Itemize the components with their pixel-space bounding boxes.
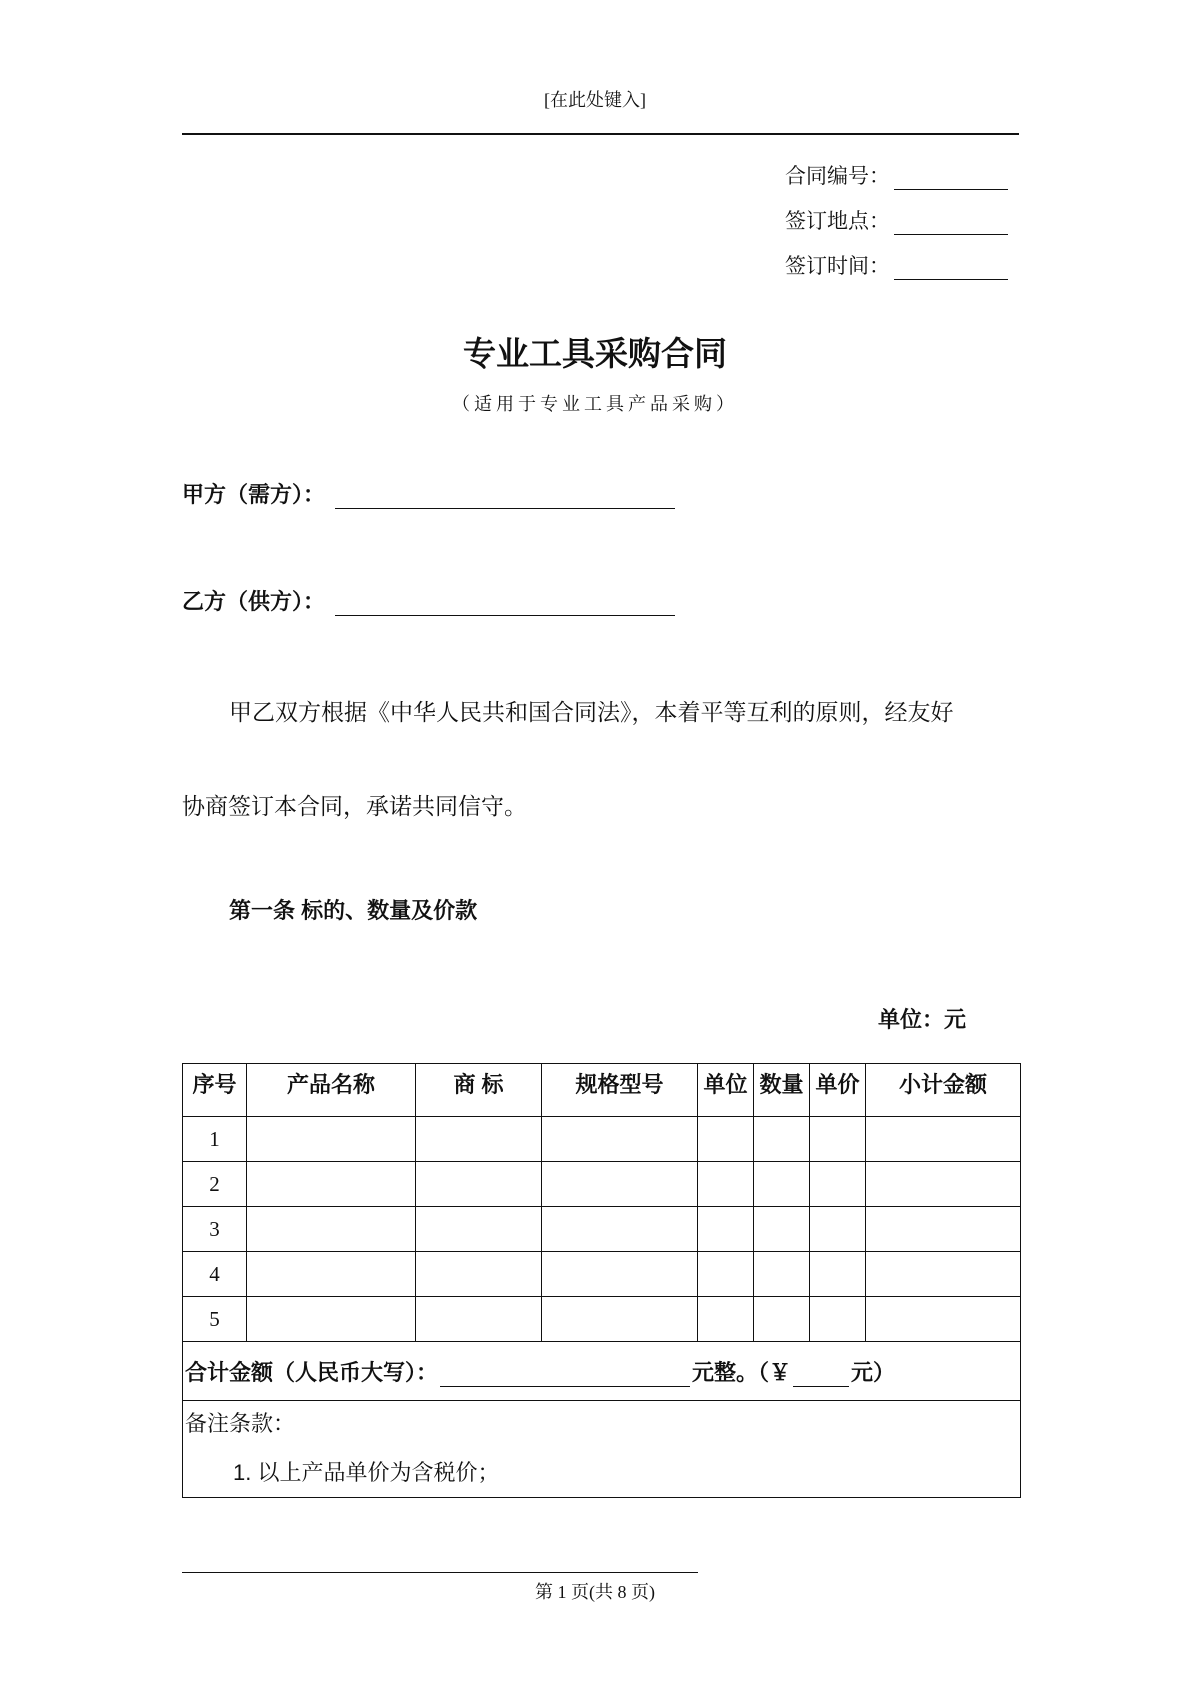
header-index: 序号 [183, 1064, 247, 1117]
contract-number-blank[interactable] [894, 169, 1008, 190]
party-a-label: 甲方（需方）： [182, 482, 326, 507]
items-table [182, 1063, 1021, 1498]
quantity-cell[interactable] [754, 1207, 810, 1252]
subtotal-cell[interactable] [866, 1207, 1021, 1252]
quantity-cell[interactable] [754, 1162, 810, 1207]
brand-cell[interactable] [416, 1162, 542, 1207]
unit-price-cell[interactable] [810, 1252, 866, 1297]
party-b-blank[interactable] [335, 591, 675, 616]
unit-cell[interactable] [698, 1117, 754, 1162]
sign-time-label: 签订时间： [785, 255, 890, 278]
header-brand: 商 标 [416, 1064, 542, 1117]
product-name-cell[interactable] [247, 1117, 416, 1162]
document-subtitle: （适用于专业工具产品采购） [452, 394, 738, 415]
total-row [183, 1342, 1021, 1401]
subtotal-cell[interactable] [866, 1252, 1021, 1297]
product-name-cell[interactable] [247, 1162, 416, 1207]
unit-label: 单位：元 [878, 1007, 967, 1032]
party-a-line [182, 478, 675, 509]
brand-cell[interactable] [416, 1207, 542, 1252]
header-product-name: 产品名称 [247, 1064, 416, 1117]
unit-cell[interactable] [698, 1207, 754, 1252]
header-unit: 单位 [698, 1064, 754, 1117]
quantity-cell[interactable] [754, 1252, 810, 1297]
total-number-blank[interactable] [793, 1364, 849, 1387]
header-subtotal: 小计金额 [866, 1064, 1021, 1117]
intro-line-1: 甲乙双方根据《中华人民共和国合同法》，本着平等互利的原则，经友好 [229, 699, 954, 725]
table-row [183, 1207, 1021, 1252]
header-unit-price: 单价 [810, 1064, 866, 1117]
section-1-title: 第一条 标的、数量及价款 [229, 898, 478, 923]
unit-cell[interactable] [698, 1252, 754, 1297]
unit-price-cell[interactable] [810, 1117, 866, 1162]
spec-cell[interactable] [542, 1252, 698, 1297]
sign-place-line [785, 205, 1008, 235]
intro-line-2: 协商签订本合同，承诺共同信守。 [182, 793, 527, 819]
row-index: 3 [183, 1207, 247, 1252]
product-name-cell[interactable] [247, 1252, 416, 1297]
total-cell [183, 1342, 1021, 1401]
contract-number-line [785, 160, 1008, 190]
table-row [183, 1252, 1021, 1297]
brand-cell[interactable] [416, 1117, 542, 1162]
row-index: 5 [183, 1297, 247, 1342]
table-header-row [183, 1064, 1021, 1117]
quantity-cell[interactable] [754, 1297, 810, 1342]
brand-cell[interactable] [416, 1297, 542, 1342]
party-b-label: 乙方（供方）： [182, 589, 326, 614]
sign-time-blank[interactable] [894, 259, 1008, 280]
quantity-cell[interactable] [754, 1117, 810, 1162]
product-name-cell[interactable] [247, 1297, 416, 1342]
unit-price-cell[interactable] [810, 1297, 866, 1342]
spec-cell[interactable] [542, 1207, 698, 1252]
table-row [183, 1297, 1021, 1342]
sign-place-label: 签订地点： [785, 210, 890, 233]
contract-number-label: 合同编号： [785, 165, 890, 188]
product-name-cell[interactable] [247, 1207, 416, 1252]
subtotal-cell[interactable] [866, 1297, 1021, 1342]
page-number: 第 1 页(共 8 页) [535, 1582, 655, 1602]
spec-cell[interactable] [542, 1117, 698, 1162]
total-chinese-blank[interactable] [440, 1364, 690, 1387]
subtotal-cell[interactable] [866, 1117, 1021, 1162]
total-label: 合计金额（人民币大写）： [185, 1359, 439, 1385]
row-index: 1 [183, 1117, 247, 1162]
unit-price-cell[interactable] [810, 1162, 866, 1207]
footer-divider [182, 1572, 698, 1573]
spec-cell[interactable] [542, 1297, 698, 1342]
header-divider [182, 133, 1019, 135]
total-suffix: 元整。（￥ [692, 1359, 792, 1385]
unit-cell[interactable] [698, 1297, 754, 1342]
party-b-line [182, 585, 675, 616]
notes-title: 备注条款： [185, 1411, 296, 1436]
unit-price-cell[interactable] [810, 1207, 866, 1252]
header-quantity: 数量 [754, 1064, 810, 1117]
sign-place-blank[interactable] [894, 214, 1008, 235]
document-title: 专业工具采购合同 [463, 335, 727, 372]
notes-cell [183, 1401, 1021, 1498]
sign-time-line [785, 250, 1008, 280]
unit-cell[interactable] [698, 1162, 754, 1207]
notes-row [183, 1401, 1021, 1498]
table-row [183, 1117, 1021, 1162]
party-a-blank[interactable] [335, 484, 675, 509]
total-end: 元） [851, 1359, 896, 1385]
notes-item-1: 1. 以上产品单价为含税价； [233, 1460, 500, 1485]
page-header: [在此处键入] [544, 90, 646, 110]
header-spec: 规格型号 [542, 1064, 698, 1117]
spec-cell[interactable] [542, 1162, 698, 1207]
brand-cell[interactable] [416, 1252, 542, 1297]
table-row [183, 1162, 1021, 1207]
subtotal-cell[interactable] [866, 1162, 1021, 1207]
row-index: 2 [183, 1162, 247, 1207]
row-index: 4 [183, 1252, 247, 1297]
